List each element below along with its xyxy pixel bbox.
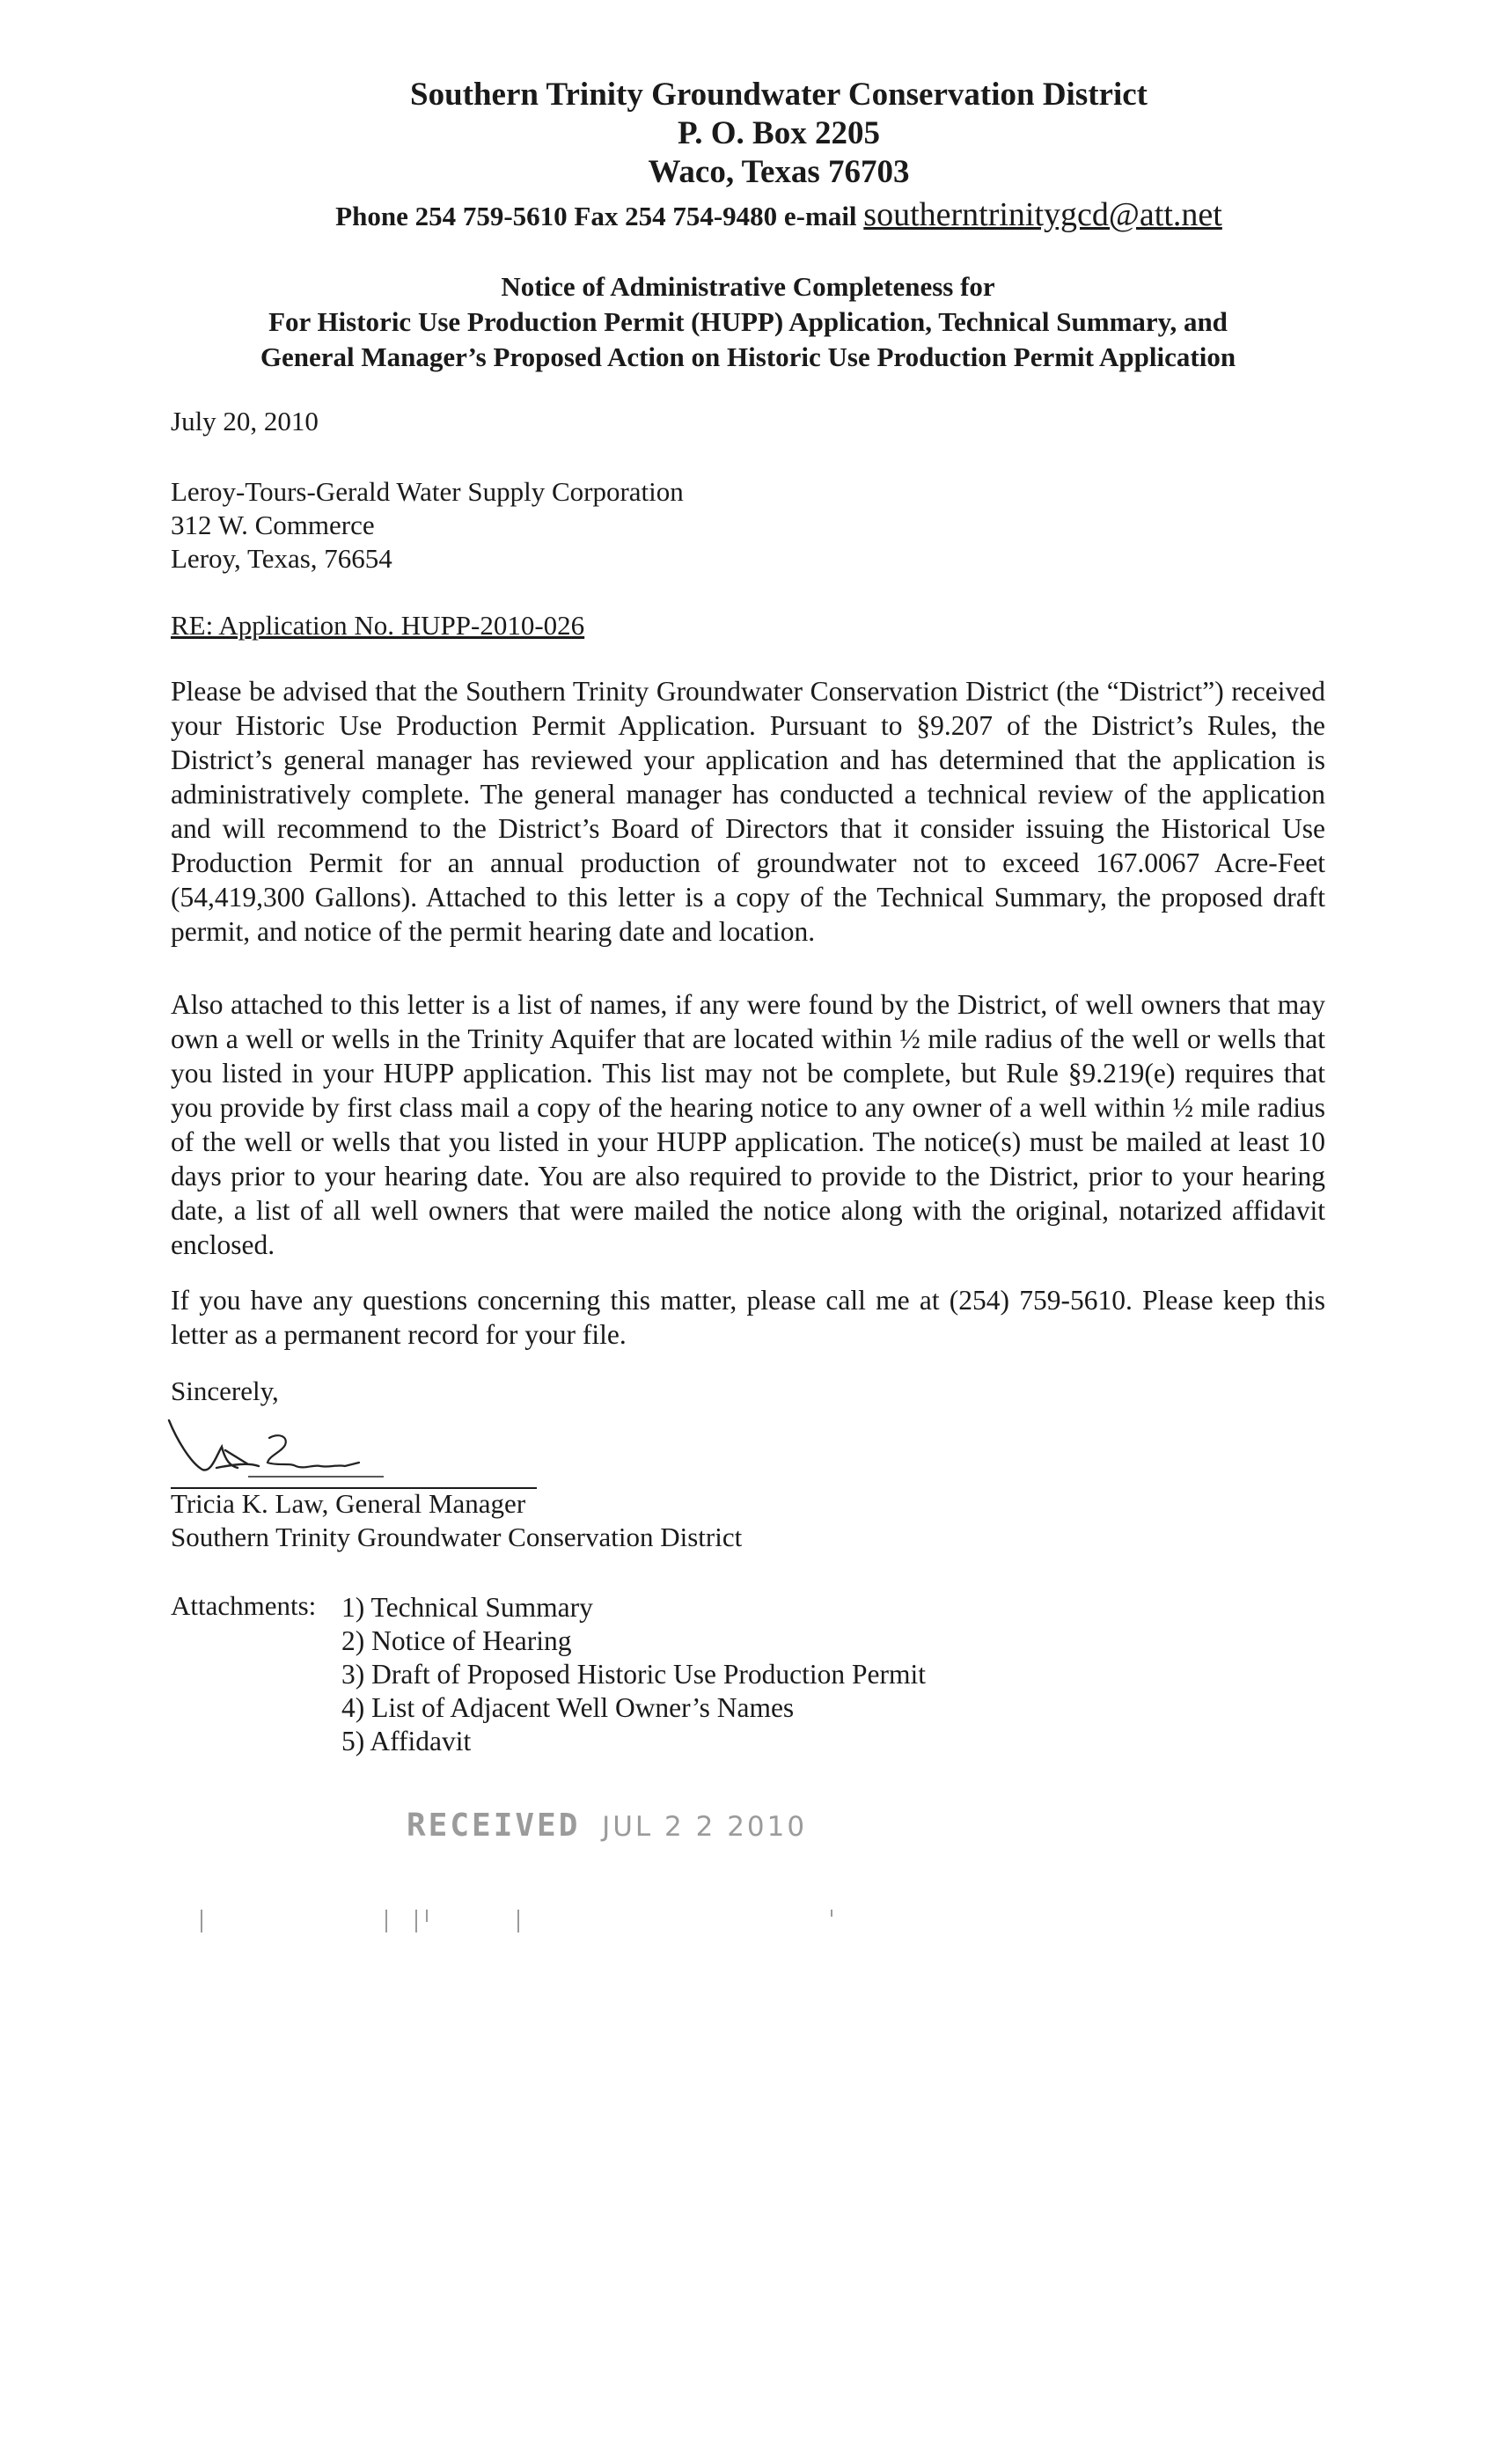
notice-title-line-3: General Manager’s Proposed Action on Historic Use Production Permit Application [260,341,1236,372]
notice-title-line-2: For Historic Use Production Permit (HUPP) Application, Technical Summary, and [268,306,1228,337]
email-link[interactable]: southerntrinitygcd@att.net [863,196,1222,233]
scan-mark [385,1910,387,1932]
recipient-name: Leroy-Tours-Gerald Water Supply Corporation [171,476,684,507]
received-stamp [407,1808,807,1844]
scan-mark [426,1910,428,1922]
attachment-item: 3) Draft of Proposed Historic Use Production Permit [341,1659,927,1690]
body-paragraph-3: If you have any questions concerning this matter, please call me at (254) 759-5610. Please keep this letter as a permanent record for your file. [171,1285,1325,1350]
handwritten-signature [164,1412,392,1496]
city-state-zip: Waco, Texas 76703 [648,154,910,190]
scan-marks [0,1910,1496,1936]
signer-organization: Southern Trinity Groundwater Conservation District [171,1522,743,1552]
recipient-address [171,475,684,576]
attachment-item: 4) List of Adjacent Well Owner’s Names [341,1692,795,1723]
organization-name: Southern Trinity Groundwater Conservation District [410,77,1148,113]
signer-name-title: Tricia K. Law, General Manager [171,1488,526,1519]
body-paragraph-1: Please be advised that the Southern Trinity Groundwater Conservation District (the “District”) received your Historic Use Production Permit Application. Pursuant to §9.207 of the District’s Rules, the District’s general manager has reviewed your application and has determined that the application is administratively complete. The general manager has conducted a technical review of the application and will recommend to the District’s Board of Directors that it consider issuing the Historical Use Production Permit for an annual production of groundwater not to exceed 167.0067 Acre-Feet (54,419,300 Gallons). Attached to this letter is a copy of the Technical Summary, the proposed draft permit, and notice of the permit hearing date and location. [171,676,1325,947]
attachments-label: Attachments: [171,1590,317,1621]
signer-block [171,1487,742,1554]
phone-fax-label: Phone 254 759-5610 Fax 254 754-9480 e-mail [335,201,864,231]
received-stamp-date: JUL 2 2 2010 [602,1811,808,1843]
letter-date: July 20, 2010 [171,406,319,436]
scan-mark [831,1910,832,1917]
po-box: P. O. Box 2205 [678,115,880,151]
attachment-item: 5) Affidavit [341,1726,472,1756]
attachment-item: 2) Notice of Hearing [341,1625,572,1656]
scan-mark [517,1910,519,1932]
recipient-street: 312 W. Commerce [171,510,375,540]
body-paragraph-2: Also attached to this letter is a list of names, if any were found by the District, of well owners that may own a well or wells in the Trinity Aquifer that are located within ½ mile radius of the well or wells that you listed in your HUPP application. This list may not be complete, but Rule §9.219(e) requires that you provide by first class mail a copy of the hearing notice to any owner of a well within ½ mile radius of the well or wells that you listed in your HUPP application. The notice(s) must be mailed at least 10 days prior to your hearing date. You are also required to provide to the District, prior to your hearing date, a list of all well owners that were mailed the notice along with the original, notarized affidavit enclosed. [171,989,1325,1260]
received-stamp-word: RECEIVED [407,1808,581,1844]
attachments-list [341,1591,926,1758]
recipient-city: Leroy, Texas, 76654 [171,543,392,574]
closing: Sincerely, [171,1375,279,1406]
attachment-item: 1) Technical Summary [341,1592,593,1623]
notice-title [132,269,1364,375]
contact-line [62,194,1496,238]
reference-line: RE: Application No. HUPP-2010-026 [171,610,585,641]
scan-mark [201,1910,202,1932]
scan-mark [415,1910,417,1932]
letterhead [0,76,1496,238]
notice-title-line-1: Notice of Administrative Completeness for [501,271,995,302]
